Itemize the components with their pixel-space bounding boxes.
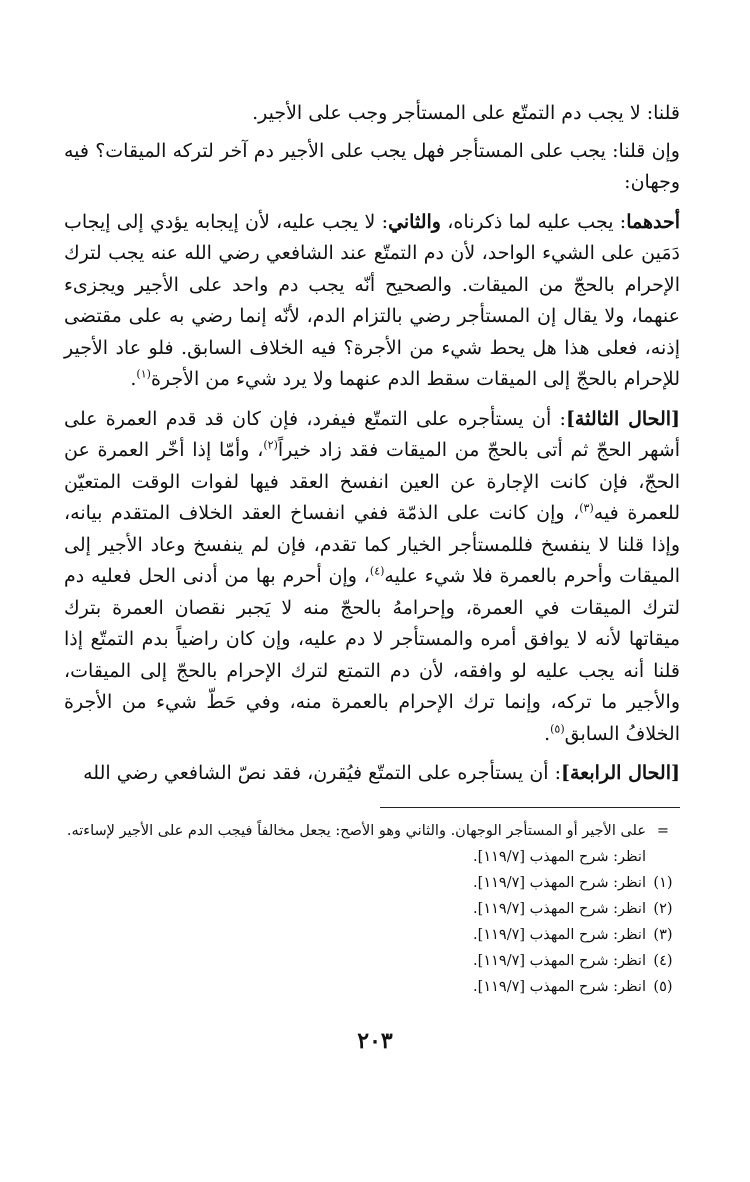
paragraph-5-text: : أن يستأجره على التمتّع فيُقرن، فقد نصّ الشافعي رضي الله bbox=[83, 762, 561, 784]
footnote-mark: (٢) bbox=[653, 901, 673, 917]
footnote-item bbox=[64, 870, 680, 896]
footnote-mark: (٤) bbox=[653, 953, 673, 969]
paragraph-4-text-4: ، وإن أحرم بها من أدنى الحل فعليه دم لترك الميقات في العمرة، وإحرامهُ بالحجّ منه لا يَجبر نقصان العمرة بترك ميقاتها لأنه لا يوافق أمره والمستأجر لا دم عليه، وإن كان راضياً بدم التمتّع إذا قلنا أنه يجب عليه لو وافقه، لأن دم التمتع لترك الإحرام بالحجّ إلى الميقات، والأجير ما تركه، وإنما ترك الإحرام بالعمرة منه، وفي حَطّ شيء من الأجرة الخلافُ السابق bbox=[64, 565, 680, 745]
footnote-text: انظر: شرح المهذب [١١٩/٧]. bbox=[473, 927, 646, 943]
footnote-mark: (٥) bbox=[653, 979, 673, 995]
footnote-mark: (١) bbox=[653, 875, 673, 891]
paragraph-3-end: . bbox=[130, 368, 137, 390]
footnote-mark bbox=[646, 844, 680, 870]
footnotes bbox=[64, 818, 680, 1000]
paragraph-4-end: . bbox=[544, 722, 551, 745]
page-number: ٢٠٣ bbox=[357, 1028, 393, 1054]
footnote-text: انظر: شرح المهذب [١١٩/٧]. bbox=[473, 849, 646, 865]
footnote-ref-2[interactable]: (٢) bbox=[263, 438, 278, 452]
footnote-item bbox=[64, 922, 680, 948]
footnote-ref-5[interactable]: (٥) bbox=[550, 722, 565, 736]
paragraph-5-heading: [الحال الرابعة] bbox=[561, 762, 680, 784]
paragraph-3-text-2: : لا يجب عليه، لأن إيجابه يؤدي إلى إيجاب دَمَين على الشيء الواحد، لأن دم التمتّع عند الشافعي رضي الله عنه يجب لترك الإحرام بالحجّ من الميقات. والصحيح أنّه يجب دم واحد على الأجير ويجزىء عنهما، ولا يقال إن المستأجر رضي بالتزام الدم، لأنّه إنما رضي به على مقتضى إذنه، فعلى هذا هل يحط شيء من الأجرة؟ فيه الخلاف السابق. فلو عاد الأجير للإحرام بالحجّ إلى الميقات سقط الدم عنهما ولا يرد شيء من الأجرة bbox=[64, 210, 680, 390]
footnote-mark: = bbox=[656, 823, 670, 839]
footnote-text: انظر: شرح المهذب [١١٩/٧]. bbox=[473, 979, 646, 995]
paragraph-3-heading: أحدهما bbox=[626, 210, 680, 233]
main-text bbox=[64, 98, 680, 798]
footnote-item bbox=[64, 974, 680, 1000]
footnote-item bbox=[64, 896, 680, 922]
footnote-text: انظر: شرح المهذب [١١٩/٧]. bbox=[473, 875, 646, 891]
footnote-text: انظر: شرح المهذب [١١٩/٧]. bbox=[473, 901, 646, 917]
footnote-ref-1[interactable]: (١) bbox=[136, 367, 151, 381]
paragraph-2: وإن قلنا: يجب على المستأجر فهل يجب على الأجير دم آخر لتركه الميقات؟ فيه وجهان: bbox=[64, 139, 680, 193]
paragraph-5 bbox=[64, 758, 680, 790]
footnote-item bbox=[64, 818, 680, 844]
paragraph-3-heading-2: والثاني bbox=[388, 210, 441, 233]
paragraph-3 bbox=[64, 207, 680, 396]
footnote-item bbox=[64, 844, 680, 870]
footnote-ref-4[interactable]: (٤) bbox=[369, 564, 385, 578]
footnote-text: انظر: شرح المهذب [١١٩/٧]. bbox=[473, 953, 646, 969]
paragraph-4 bbox=[64, 404, 680, 751]
footnote-item bbox=[64, 948, 680, 974]
paragraph-4-text-1: : أن يستأجره على التمتّع فيفرد، فإن كان قد قدم العمرة على أشهر الحجّ ثم أتى بالحجّ من الميقات فقد زاد خيراً bbox=[64, 407, 680, 461]
footnote-ref-3[interactable]: (٣) bbox=[579, 501, 594, 515]
paragraph-4-text-3: ، وإن كانت على الذمّة ففي انفساخ العقد الخلاف المتقدم بيانه، وإذا قلنا لا ينفسخ فللمستأجر الخيار كما تقدم، فإن لم ينفسخ وعاد الأجير إلى الميقات وأحرم بالعمرة فلا شيء عليه bbox=[64, 502, 681, 587]
footnote-text: على الأجير أو المستأجر الوجهان. والثاني وهو الأصح: يجعل مخالفاً فيجب الدم على الأجير لإساءته. bbox=[66, 823, 646, 839]
footnote-separator bbox=[380, 807, 680, 808]
paragraph-3-text-1: : يجب عليه لما ذكرناه، bbox=[440, 210, 627, 233]
footnote-mark: (٣) bbox=[653, 927, 673, 943]
paragraph-1: قلنا: لا يجب دم التمتّع على المستأجر وجب على الأجير. bbox=[252, 102, 680, 124]
paragraph-4-heading: [الحال الثالثة] bbox=[565, 407, 681, 430]
paragraph-4-text-2: ، وأمّا إذا أخّر العمرة عن الحجّ، فإن كانت الإجارة عن العين انفسخ العقد فيها لفوات الوقت المتعيّن للعمرة فيه bbox=[64, 439, 680, 524]
